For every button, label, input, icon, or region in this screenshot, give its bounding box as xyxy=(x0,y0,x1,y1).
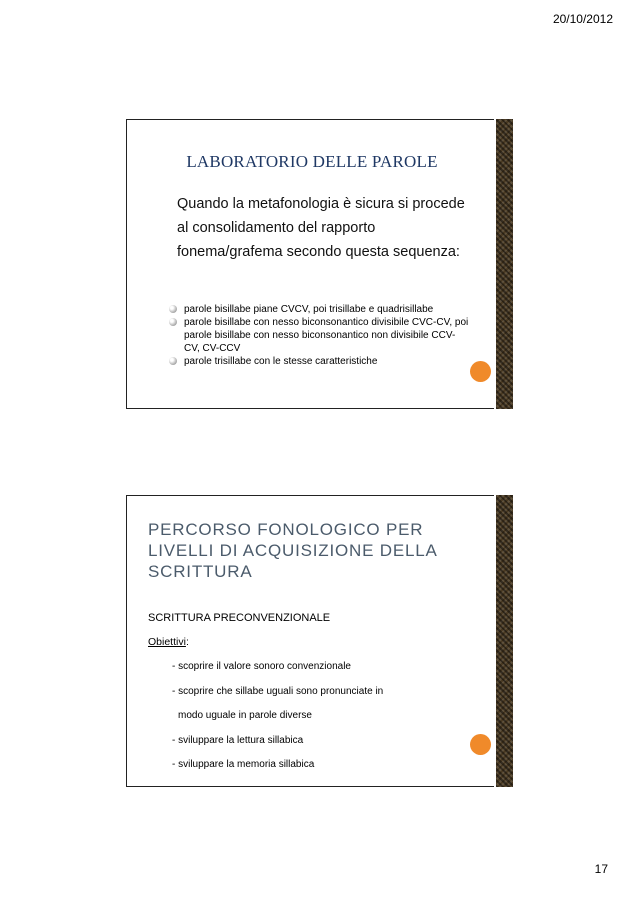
bullet-sphere-icon xyxy=(169,357,177,365)
objectives-label xyxy=(148,636,189,648)
slide-title: LABORATORIO DELLE PAROLE xyxy=(186,152,438,171)
list-item xyxy=(169,303,469,316)
bullet-list xyxy=(169,303,469,368)
objectives-word: Obiettivi xyxy=(148,636,186,648)
page-number: 17 xyxy=(594,862,608,876)
list-item xyxy=(169,316,469,355)
list-item: - scoprire il valore sonoro convenzionale xyxy=(172,661,351,672)
bullet-sphere-icon xyxy=(169,305,177,313)
list-item: - scoprire che sillabe uguali sono pronunciate in xyxy=(172,685,384,697)
slide-subtitle: SCRITTURA PRECONVENZIONALE xyxy=(148,612,331,624)
slide-laboratorio xyxy=(126,119,513,409)
slide-percorso-fonologico xyxy=(126,495,513,787)
decorative-side-bar xyxy=(494,495,513,787)
orange-circle-icon xyxy=(470,361,491,382)
list-item-text: parole bisillabe con nesso biconsonantico divisibile CVC-CV, poi parole bisillabe con nesso biconsonantico non divisibile CCV-CV, CV-CCV xyxy=(184,317,469,354)
list-item: - sviluppare la lettura sillabica xyxy=(172,734,304,746)
list-item: modo uguale in parole diverse xyxy=(178,710,312,721)
objectives-list xyxy=(172,659,432,782)
list-item-text: parole trisillabe con le stesse caratteristiche xyxy=(184,356,378,367)
print-date: 20/10/2012 xyxy=(552,12,613,26)
list-item: - sviluppare la memoria sillabica xyxy=(172,759,315,770)
orange-circle-icon xyxy=(470,734,491,755)
list-item xyxy=(169,355,469,368)
slide-title: PERCORSO FONOLOGICO PER LIVELLI DI ACQUISIZIONE DELLA SCRITTURA xyxy=(148,520,437,581)
objectives-colon: : xyxy=(185,636,189,648)
bullet-sphere-icon xyxy=(169,318,177,326)
list-item-text: parole bisillabe piane CVCV, poi trisillabe e quadrisillabe xyxy=(184,304,434,315)
slide-intro-text: Quando la metafonologia è sicura si procede al consolidamento del rapporto fonema/grafema secondo questa sequenza: xyxy=(177,196,465,260)
